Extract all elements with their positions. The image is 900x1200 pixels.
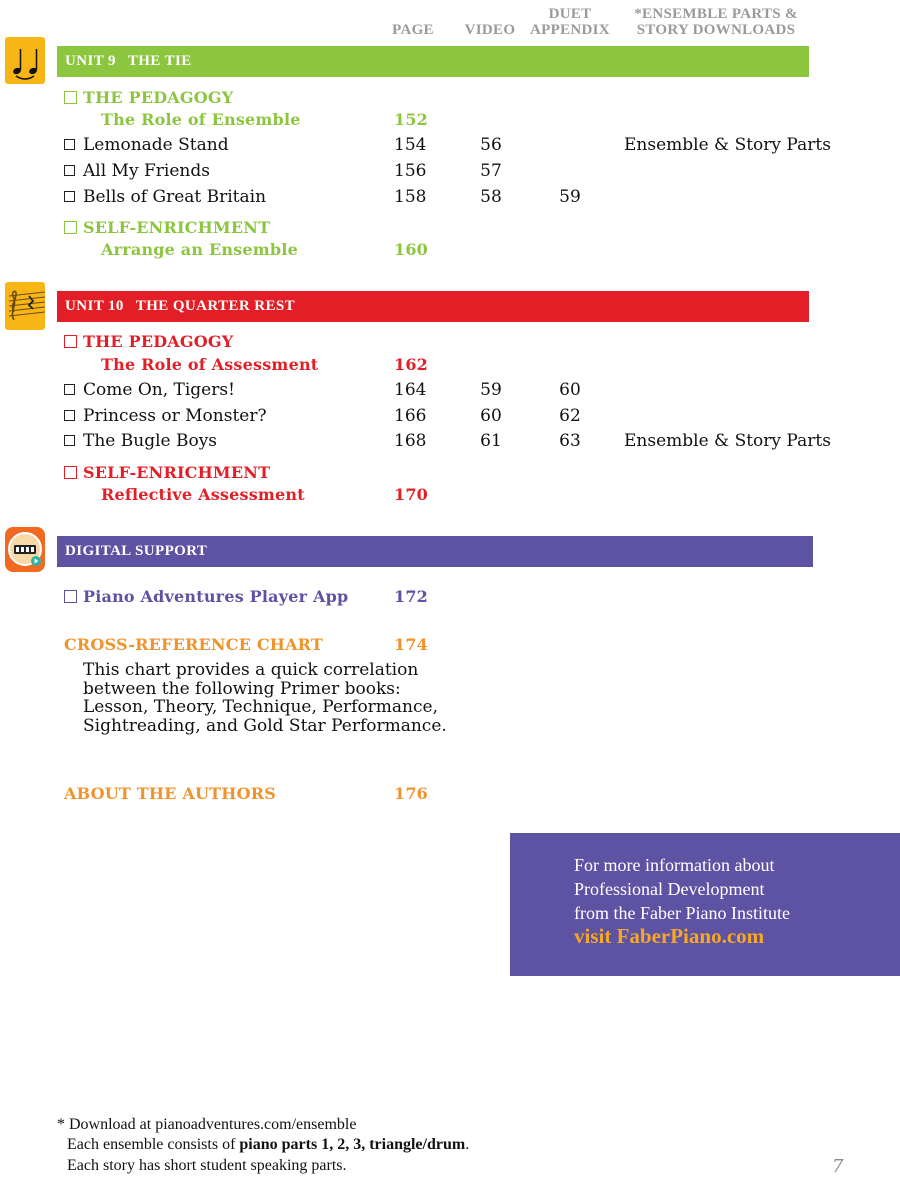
col-header-video: VIDEO	[464, 22, 516, 38]
footnote-line: Each story has short student speaking parts.	[67, 1157, 347, 1174]
enrichment-sub: Reflective Assessment	[101, 485, 305, 504]
table-row[interactable]	[64, 405, 864, 427]
footnote-text: .	[465, 1136, 470, 1153]
about-authors-heading[interactable]	[64, 783, 864, 805]
app-label: Piano Adventures Player App	[83, 587, 349, 606]
quarter-rest-staff-icon	[5, 282, 45, 330]
pedagogy-label: THE PEDAGOGY	[83, 88, 234, 107]
unit10-pedagogy-sub[interactable]	[64, 354, 864, 376]
promo-line: For more information about	[574, 855, 775, 875]
description-line: Sightreading, and Gold Star Performance.	[83, 715, 447, 736]
table-row[interactable]	[64, 186, 864, 208]
cross-reference-label: CROSS-REFERENCE CHART	[64, 635, 324, 654]
checkbox[interactable]	[64, 590, 77, 603]
duet-number: 59	[559, 187, 581, 207]
col-header-ensemble-line2: STORY DOWNLOADS	[636, 22, 796, 38]
description-line: between the following Primer books:	[83, 678, 401, 699]
promo-link[interactable]: visit FaberPiano.com	[574, 924, 765, 948]
pedagogy-sub: The Role of Ensemble	[101, 110, 301, 129]
promo-box	[510, 833, 900, 976]
page-number: 166	[394, 406, 427, 426]
video-number: 61	[480, 431, 502, 451]
piece-title: Princess or Monster?	[83, 406, 267, 426]
table-row[interactable]	[64, 379, 864, 401]
table-row[interactable]	[64, 160, 864, 182]
checkbox[interactable]	[64, 384, 75, 395]
video-number: 57	[480, 161, 502, 181]
unit9-title: THE TIE	[127, 53, 192, 69]
promo-line: Professional Development	[574, 879, 765, 899]
checkbox[interactable]	[64, 466, 77, 479]
piano-app-icon	[5, 527, 45, 572]
cross-reference-description	[83, 661, 447, 735]
unit9-number: UNIT 9	[65, 53, 116, 69]
col-header-page: PAGE	[392, 22, 434, 38]
page-number: 154	[394, 135, 427, 155]
page-number: 158	[394, 187, 427, 207]
checkbox[interactable]	[64, 221, 77, 234]
video-number: 56	[480, 135, 502, 155]
piece-title: Bells of Great Britain	[83, 187, 267, 207]
footnote-line	[67, 1135, 469, 1155]
unit10-enrichment-sub[interactable]	[64, 484, 864, 506]
col-header-ensemble-line1: *ENSEMBLE PARTS &	[634, 6, 798, 22]
checkbox[interactable]	[64, 435, 75, 446]
piece-title: The Bugle Boys	[83, 431, 218, 451]
footnote-text: Each ensemble consists of	[67, 1136, 240, 1153]
unit10-enrichment[interactable]	[64, 462, 864, 484]
page-number: 156	[394, 161, 427, 181]
checkbox[interactable]	[64, 335, 77, 348]
piece-title: Lemonade Stand	[83, 135, 229, 155]
digital-app-item[interactable]	[64, 586, 864, 608]
table-row[interactable]	[64, 134, 864, 156]
page-number: 174	[394, 635, 428, 654]
video-number: 60	[480, 406, 502, 426]
unit9-bar	[57, 46, 809, 77]
table-row[interactable]	[64, 430, 864, 452]
duet-number: 60	[559, 380, 581, 400]
duet-number: 62	[559, 406, 581, 426]
page-number: 172	[394, 587, 428, 606]
checkbox[interactable]	[64, 91, 77, 104]
unit10-title: THE QUARTER REST	[135, 298, 296, 314]
digital-support-bar	[57, 536, 813, 567]
unit9-enrichment[interactable]	[64, 217, 864, 239]
unit10-pedagogy[interactable]	[64, 331, 864, 353]
pedagogy-sub: The Role of Assessment	[101, 355, 319, 374]
page-number: 168	[394, 431, 427, 451]
tie-notes-icon	[5, 37, 45, 84]
enrichment-sub: Arrange an Ensemble	[101, 240, 298, 259]
unit9-pedagogy[interactable]	[64, 87, 864, 109]
checkbox[interactable]	[64, 139, 75, 150]
ensemble-parts-link[interactable]: Ensemble & Story Parts	[624, 135, 831, 155]
unit9-pedagogy-sub[interactable]	[64, 109, 864, 131]
about-authors-label: ABOUT THE AUTHORS	[64, 784, 276, 803]
checkbox[interactable]	[64, 165, 75, 176]
promo-line: from the Faber Piano Institute	[574, 903, 790, 923]
enrichment-label: SELF-ENRICHMENT	[83, 218, 271, 237]
footnote-bold: piano parts 1, 2, 3, triangle/drum	[239, 1136, 466, 1153]
col-header-duet-line1: DUET	[548, 6, 592, 22]
duet-number: 63	[559, 431, 581, 451]
page-number: 152	[394, 110, 428, 129]
page-number: 160	[394, 240, 428, 259]
page-number-footer: 7	[832, 1156, 844, 1177]
checkbox[interactable]	[64, 410, 75, 421]
page-number: 170	[394, 485, 428, 504]
checkbox[interactable]	[64, 191, 75, 202]
pedagogy-label: THE PEDAGOGY	[83, 332, 234, 351]
col-header-ensemble	[626, 6, 806, 38]
ensemble-parts-link[interactable]: Ensemble & Story Parts	[624, 431, 831, 451]
unit10-bar	[57, 291, 809, 322]
video-number: 59	[480, 380, 502, 400]
col-header-duet	[522, 6, 618, 38]
footnote-line: * Download at pianoadventures.com/ensemble	[57, 1116, 357, 1133]
piece-title: Come On, Tigers!	[83, 380, 235, 400]
col-header-duet-line2: APPENDIX	[530, 22, 610, 38]
piece-title: All My Friends	[83, 161, 210, 181]
cross-reference-heading[interactable]	[64, 634, 864, 656]
digital-support-title: DIGITAL SUPPORT	[65, 543, 208, 559]
enrichment-label: SELF-ENRICHMENT	[83, 463, 271, 482]
video-number: 58	[480, 187, 502, 207]
page-number: 176	[394, 784, 428, 803]
description-line: Lesson, Theory, Technique, Performance,	[83, 697, 438, 717]
page-number: 162	[394, 355, 428, 374]
page-number: 164	[394, 380, 427, 400]
description-line: This chart provides a quick correlation	[83, 660, 419, 680]
unit9-enrichment-sub[interactable]	[64, 239, 864, 261]
unit10-number: UNIT 10	[65, 298, 124, 314]
